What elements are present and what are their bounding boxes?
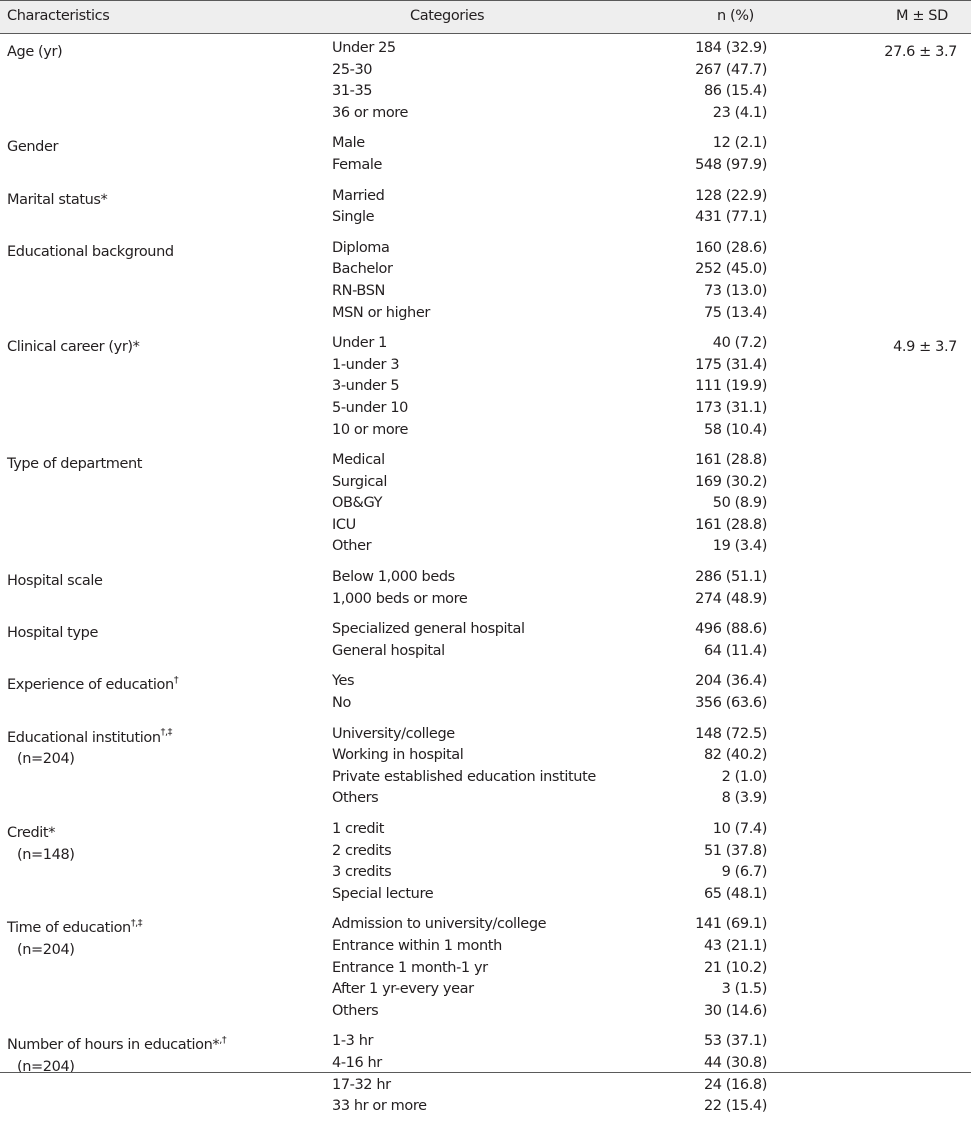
- category-cell: University/college: [332, 725, 455, 742]
- category-cell: Below 1,000 beds: [332, 569, 455, 586]
- table-group: [0, 667, 971, 719]
- characteristic-label: Educational background: [7, 243, 174, 260]
- n-percent-cell: 8 (3.9): [721, 790, 767, 807]
- n-percent-cell: 82 (40.2): [703, 747, 767, 764]
- table-row: [0, 788, 971, 810]
- category-cell: Yes: [332, 673, 355, 690]
- table-header: [0, 0, 971, 34]
- category-cell: 17-32 hr: [332, 1076, 391, 1093]
- category-cell: 3 credits: [332, 864, 392, 881]
- n-percent-cell: 141 (69.1): [695, 916, 767, 933]
- category-cell: Bachelor: [332, 261, 393, 278]
- n-percent-cell: 10 (7.4): [712, 821, 767, 837]
- table-row: [0, 884, 971, 906]
- n-percent-cell: 173 (31.1): [695, 399, 767, 416]
- n-percent-cell: 161 (28.8): [695, 452, 767, 469]
- n-percent-cell: 22 (15.4): [703, 1098, 767, 1115]
- header-n-percent: n (%): [717, 8, 754, 24]
- sample-size-label: (n=204): [17, 1058, 75, 1075]
- characteristic-label: Hospital scale: [7, 573, 103, 590]
- category-cell: Surgical: [332, 473, 388, 490]
- n-percent-cell: 274 (48.9): [695, 590, 767, 607]
- header-mean-sd: M ± SD: [896, 8, 948, 24]
- footnote-marker: †,‡: [160, 726, 172, 738]
- table-row: [0, 450, 971, 472]
- category-cell: 25-30: [332, 61, 373, 78]
- n-percent-cell: 267 (47.7): [695, 61, 767, 78]
- category-cell: 33 hr or more: [332, 1098, 427, 1115]
- table-row: [0, 472, 971, 494]
- category-cell: Male: [332, 135, 365, 152]
- n-percent-cell: 111 (19.9): [695, 378, 767, 395]
- table-row: [0, 693, 971, 715]
- table-group: [0, 34, 971, 129]
- n-percent-cell: 548 (97.9): [695, 156, 767, 173]
- category-cell: Medical: [332, 452, 385, 469]
- n-percent-cell: 175 (31.4): [695, 356, 767, 373]
- table-group: [0, 910, 971, 1027]
- table-row: [0, 1031, 971, 1053]
- table-row: [0, 979, 971, 1001]
- n-percent-cell: 9 (6.7): [721, 864, 767, 881]
- category-cell: 1-3 hr: [332, 1033, 374, 1050]
- category-cell: OB&GY: [332, 495, 383, 512]
- characteristic-label: Age (yr): [7, 44, 63, 60]
- header-categories: Categories: [410, 8, 485, 24]
- table-row: [0, 958, 971, 980]
- table-row: [0, 38, 971, 60]
- n-percent-cell: 19 (3.4): [712, 538, 767, 555]
- table-row: [0, 420, 971, 442]
- characteristic-label: Clinical career (yr)*: [7, 339, 140, 356]
- table-row: [0, 103, 971, 125]
- table-row: [0, 589, 971, 611]
- footnote-marker: †,‡: [130, 917, 143, 929]
- category-cell: 1,000 beds or more: [332, 590, 468, 607]
- characteristic-label: Hospital type: [7, 625, 98, 642]
- category-cell: 10 or more: [332, 421, 409, 438]
- category-cell: Under 1: [332, 335, 387, 352]
- table-group: [0, 129, 971, 181]
- table-row: [0, 724, 971, 746]
- table-row: [0, 862, 971, 884]
- category-cell: Private established education institute: [332, 768, 596, 785]
- table-row: [0, 207, 971, 229]
- table-group: [0, 182, 971, 234]
- characteristic-label: Marital status*: [7, 191, 108, 208]
- sample-size-label: (n=204): [17, 941, 75, 958]
- n-percent-cell: 58 (10.4): [703, 421, 767, 438]
- sample-size-label: (n=148): [17, 846, 75, 863]
- header-characteristics: Characteristics: [7, 8, 110, 24]
- category-cell: 5-under 10: [332, 399, 408, 416]
- category-cell: 1 credit: [332, 821, 385, 837]
- n-percent-cell: 21 (10.2): [703, 959, 767, 976]
- table-row: [0, 186, 971, 208]
- table-group: [0, 615, 971, 667]
- n-percent-cell: 86 (15.4): [703, 83, 767, 100]
- category-cell: RN-BSN: [332, 282, 385, 299]
- n-percent-cell: 73 (13.0): [703, 282, 767, 299]
- characteristic-label: Time of education: [7, 920, 131, 937]
- n-percent-cell: 204 (36.4): [695, 673, 767, 690]
- category-cell: Working in hospital: [332, 747, 464, 764]
- n-percent-cell: 128 (22.9): [695, 187, 767, 204]
- n-percent-cell: 64 (11.4): [703, 642, 767, 659]
- table-row: [0, 671, 971, 693]
- category-cell: 3-under 5: [332, 378, 400, 395]
- category-cell: General hospital: [332, 642, 445, 659]
- table-row: [0, 1075, 971, 1097]
- category-cell: Diploma: [332, 239, 390, 256]
- table-row: [0, 1096, 971, 1118]
- table-row: [0, 398, 971, 420]
- mean-sd-value: 27.6 ± 3.7: [884, 44, 957, 60]
- n-percent-cell: 161 (28.8): [695, 516, 767, 533]
- n-percent-cell: 75 (13.4): [703, 304, 767, 321]
- table-group: [0, 329, 971, 446]
- table-row: [0, 238, 971, 260]
- table-group: [0, 234, 971, 329]
- n-percent-cell: 12 (2.1): [712, 135, 767, 152]
- mean-sd-value: 4.9 ± 3.7: [893, 339, 957, 356]
- n-percent-cell: 43 (21.1): [703, 937, 767, 954]
- category-cell: 2 credits: [332, 842, 392, 859]
- category-cell: Married: [332, 187, 385, 204]
- table-group: [0, 1027, 971, 1122]
- n-percent-cell: 160 (28.6): [695, 239, 767, 256]
- table-row: [0, 567, 971, 589]
- characteristic-label: Experience of education: [7, 677, 174, 694]
- n-percent-cell: 184 (32.9): [695, 40, 767, 56]
- table-row: [0, 81, 971, 103]
- category-cell: MSN or higher: [332, 304, 430, 321]
- table-row: [0, 259, 971, 281]
- category-cell: Others: [332, 1002, 379, 1019]
- table-row: [0, 936, 971, 958]
- n-percent-cell: 496 (88.6): [695, 621, 767, 638]
- table-row: [0, 355, 971, 377]
- table-group: [0, 563, 971, 615]
- table-row: [0, 515, 971, 537]
- n-percent-cell: 30 (14.6): [703, 1002, 767, 1019]
- footnote-marker: †: [173, 674, 179, 686]
- category-cell: Under 25: [332, 40, 396, 56]
- table-row: [0, 281, 971, 303]
- table-row: [0, 493, 971, 515]
- table-row: [0, 841, 971, 863]
- n-percent-cell: 50 (8.9): [712, 495, 767, 512]
- table-group: [0, 720, 971, 815]
- n-percent-cell: 53 (37.1): [703, 1033, 767, 1050]
- n-percent-cell: 356 (63.6): [695, 695, 767, 712]
- table-row: [0, 376, 971, 398]
- category-cell: No: [332, 695, 351, 712]
- table-group: [0, 815, 971, 910]
- footnote-marker: ,†: [219, 1034, 227, 1046]
- table-row: [0, 819, 971, 841]
- category-cell: 31-35: [332, 83, 373, 100]
- sample-size-label: (n=204): [17, 751, 75, 768]
- table-row: [0, 155, 971, 177]
- n-percent-cell: 24 (16.8): [703, 1076, 767, 1093]
- n-percent-cell: 148 (72.5): [695, 725, 767, 742]
- table-body: [0, 34, 971, 1123]
- characteristic-label: Educational institution: [7, 729, 161, 746]
- category-cell: After 1 yr-every year: [332, 981, 474, 998]
- table-row: [0, 641, 971, 663]
- n-percent-cell: 3 (1.5): [721, 981, 767, 998]
- table-row: [0, 303, 971, 325]
- n-percent-cell: 40 (7.2): [712, 335, 767, 352]
- n-percent-cell: 431 (77.1): [695, 209, 767, 226]
- characteristic-label: Number of hours in education*: [7, 1037, 220, 1054]
- n-percent-cell: 286 (51.1): [695, 569, 767, 586]
- category-cell: Others: [332, 790, 379, 807]
- table-row: [0, 1001, 971, 1023]
- n-percent-cell: 252 (45.0): [695, 261, 767, 278]
- category-cell: 36 or more: [332, 104, 409, 121]
- characteristic-label: Gender: [7, 139, 59, 156]
- table-row: [0, 914, 971, 936]
- n-percent-cell: 51 (37.8): [703, 842, 767, 859]
- category-cell: Specialized general hospital: [332, 621, 525, 638]
- category-cell: Admission to university/college: [332, 916, 547, 933]
- characteristic-label: Credit*: [7, 825, 56, 841]
- characteristic-label: Type of department: [7, 456, 143, 473]
- table-row: [0, 767, 971, 789]
- category-cell: ICU: [332, 516, 356, 533]
- table-row: [0, 133, 971, 155]
- table-row: [0, 333, 971, 355]
- category-cell: 4-16 hr: [332, 1054, 382, 1071]
- n-percent-cell: 23 (4.1): [712, 104, 767, 121]
- table-row: [0, 536, 971, 558]
- n-percent-cell: 65 (48.1): [703, 885, 767, 902]
- table-row: [0, 745, 971, 767]
- n-percent-cell: 44 (30.8): [703, 1054, 767, 1071]
- category-cell: Single: [332, 209, 375, 226]
- category-cell: Entrance 1 month-1 yr: [332, 959, 488, 976]
- category-cell: Other: [332, 538, 372, 555]
- category-cell: Special lecture: [332, 885, 434, 902]
- n-percent-cell: 2 (1.0): [721, 768, 767, 785]
- table-group: [0, 446, 971, 563]
- category-cell: Female: [332, 156, 383, 173]
- category-cell: 1-under 3: [332, 356, 400, 373]
- table-row: [0, 619, 971, 641]
- table-row: [0, 60, 971, 82]
- category-cell: Entrance within 1 month: [332, 937, 502, 954]
- n-percent-cell: 169 (30.2): [695, 473, 767, 490]
- table-bottom-rule: [0, 1072, 971, 1073]
